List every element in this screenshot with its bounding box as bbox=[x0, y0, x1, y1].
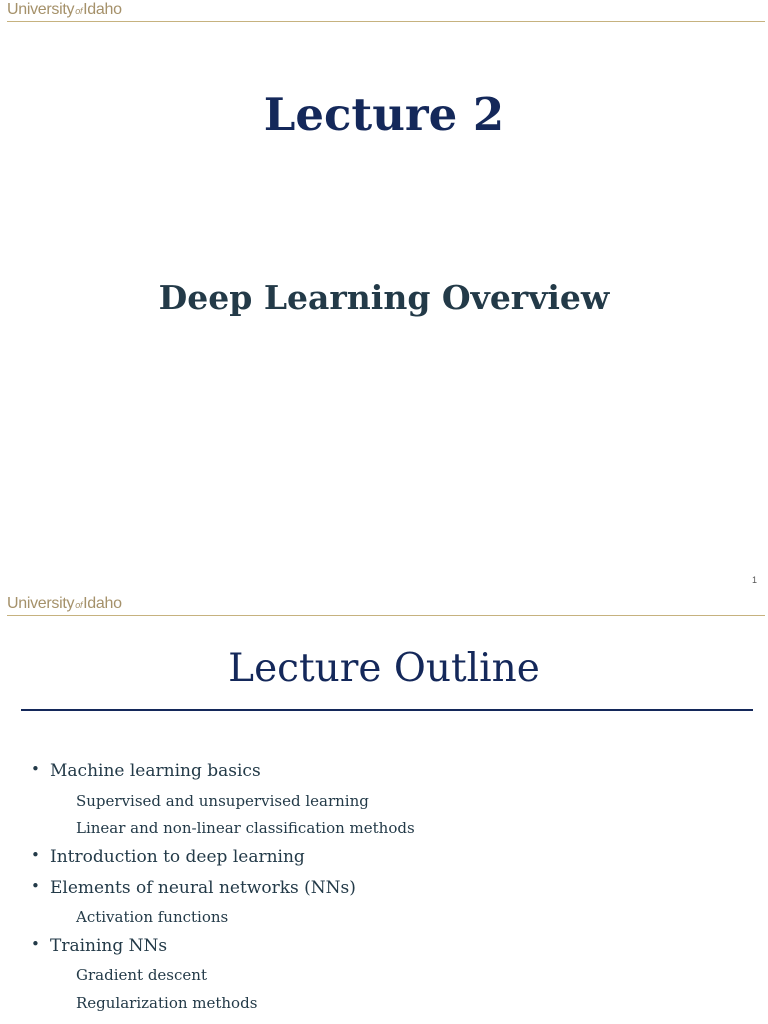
outline-subitem: Linear and non-linear classification methods bbox=[76, 819, 415, 837]
header-divider bbox=[7, 615, 765, 616]
slide-2 bbox=[0, 594, 768, 1024]
outline-subitem: Gradient descent bbox=[76, 966, 207, 984]
bullet-icon: • bbox=[31, 846, 40, 864]
outline-item: Training NNs bbox=[50, 936, 168, 956]
outline-item: Elements of neural networks (NNs) bbox=[50, 878, 356, 898]
outline-item: Introduction to deep learning bbox=[50, 847, 305, 867]
outline-item: Machine learning basics bbox=[50, 761, 261, 781]
page-number: 1 bbox=[751, 575, 757, 585]
university-logo: UniversityofIdaho bbox=[7, 1, 122, 18]
outline-title: Lecture Outline bbox=[228, 646, 540, 691]
lecture-title: Lecture 2 bbox=[263, 88, 505, 141]
outline-subitem: Regularization methods bbox=[76, 994, 258, 1012]
university-logo: UniversityofIdaho bbox=[7, 595, 122, 612]
lecture-subtitle: Deep Learning Overview bbox=[158, 278, 610, 317]
outline-subitem: Activation functions bbox=[76, 908, 229, 926]
bullet-icon: • bbox=[31, 760, 40, 778]
outline-subitem: Supervised and unsupervised learning bbox=[76, 792, 369, 810]
title-underline bbox=[21, 709, 753, 711]
bullet-icon: • bbox=[31, 935, 40, 953]
bullet-icon: • bbox=[31, 877, 40, 895]
header-divider bbox=[7, 21, 765, 22]
